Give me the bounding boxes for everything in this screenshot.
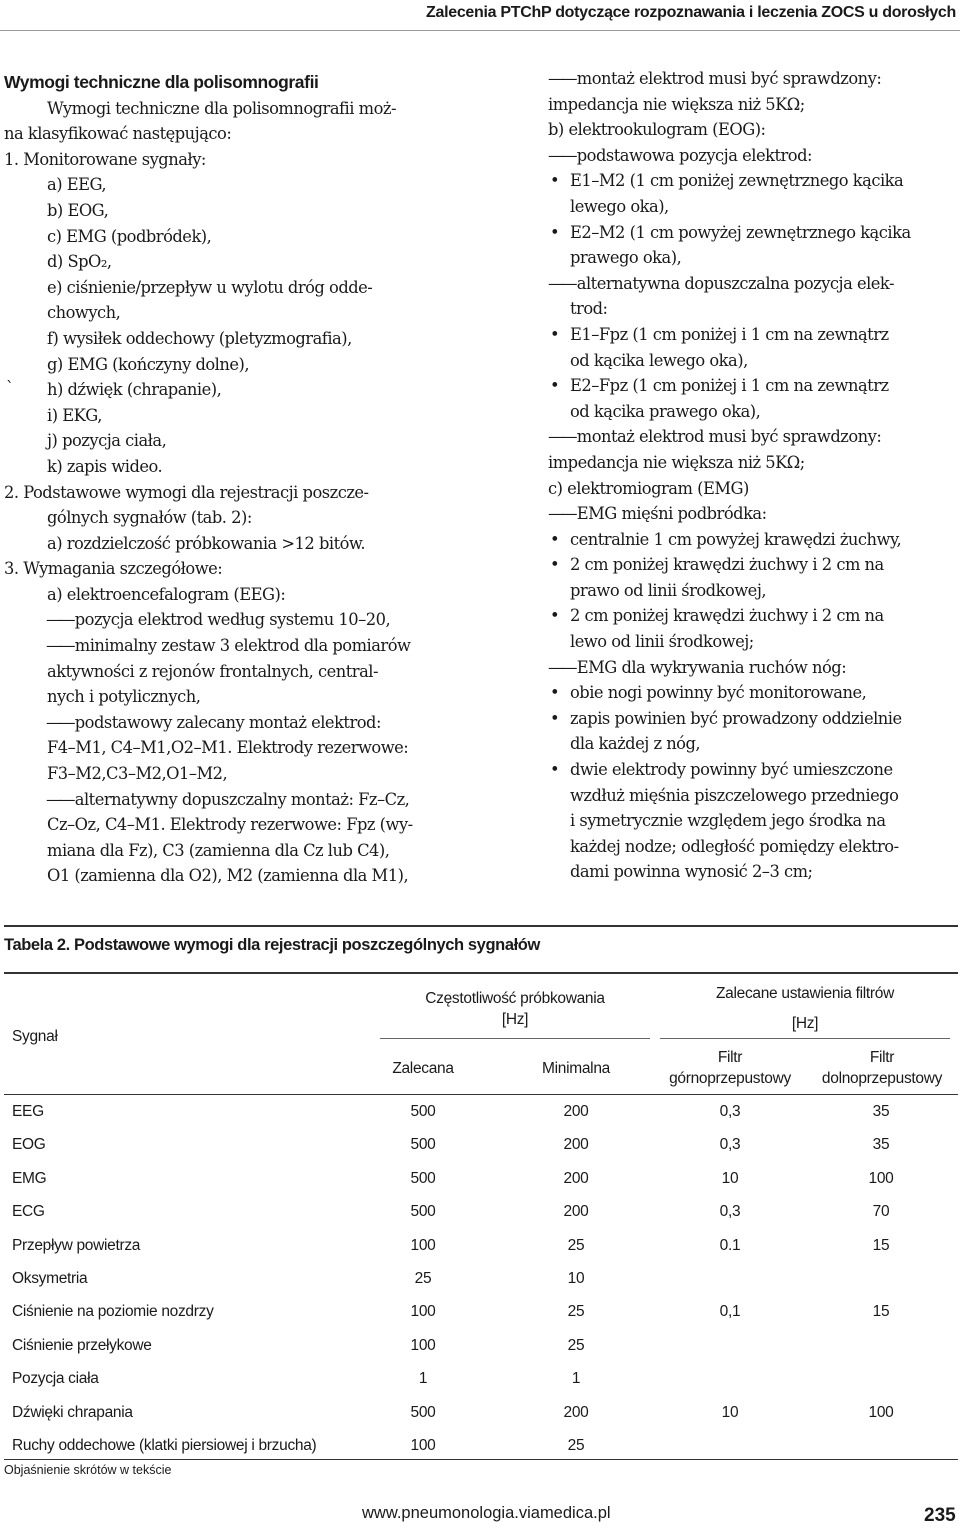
value-cell: 10 <box>721 1403 739 1421</box>
value-cell: 1 <box>571 1370 581 1388</box>
text-line: —— podstawowa pozycja elektrod: <box>548 143 958 169</box>
value-cell: 100 <box>410 1303 436 1321</box>
value-cell: 500 <box>410 1169 436 1187</box>
value-cell: 10 <box>567 1270 585 1287</box>
text-line: 3. Wymagania szczegółowe: <box>4 559 223 579</box>
value-cell: 200 <box>563 1203 589 1221</box>
text-line: 2. Podstawowe wymogi dla rejestracji poszcze- <box>4 482 369 502</box>
col-head-minimal: Minimalna <box>542 1060 610 1077</box>
text-line: nych i potylicznych, <box>47 687 201 707</box>
text-line: wzdłuż mięśnia piszczelowego przedniego <box>570 785 899 805</box>
text-line: od kącika prawego oka), <box>570 401 761 421</box>
value-cell: 15 <box>872 1303 890 1321</box>
value-cell: 100 <box>868 1169 894 1187</box>
text-line: —— alternatywny dopuszczalny montaż: Fz–Cz, <box>4 787 464 813</box>
text-line: na klasyfikować następująco: <box>4 124 232 144</box>
text-line: każdej nodze; odległość pomiędzy elektro- <box>570 836 899 856</box>
text-line: • centralnie 1 cm powyżej krawędzi żuchwy, <box>548 527 958 553</box>
filter-subhead-rule <box>660 1038 950 1039</box>
text-line: —— EMG mięśni podbródka: <box>548 501 958 527</box>
text-line: —— montaż elektrod musi być sprawdzony: <box>548 424 958 450</box>
value-cell: 15 <box>872 1236 890 1254</box>
text-line: dla każdej z nóg, <box>570 734 701 754</box>
text-line: c) elektromiogram (EMG) <box>548 478 749 498</box>
text-line: od kącika lewego oka), <box>570 350 748 370</box>
text-line: • E2–Fpz (1 cm poniżej i 1 cm na zewnątrz <box>548 373 958 399</box>
value-cell: 100 <box>410 1236 436 1254</box>
text-line: • dwie elektrody powinny być umieszczone <box>548 757 958 783</box>
value-cell: 35 <box>872 1103 890 1120</box>
col-head-signal: Sygnał <box>12 1028 58 1045</box>
signal-name-cell: EOG <box>12 1136 46 1154</box>
text-line: F3–M2,C3–M2,O1–M2, <box>47 764 228 784</box>
value-cell: 100 <box>410 1437 436 1454</box>
table-caption: Tabela 2. Podstawowe wymogi dla rejestracji poszczególnych sygnałów <box>4 936 540 954</box>
text-line: Wymogi techniczne dla polisomnografii <box>4 72 319 92</box>
text-line: a) EEG, <box>47 175 107 195</box>
value-cell: 35 <box>872 1136 890 1154</box>
value-cell: 70 <box>872 1203 890 1221</box>
text-line: —— alternatywna dopuszczalna pozycja elek- <box>548 271 958 297</box>
text-line: k) zapis wideo. <box>47 456 163 476</box>
text-line: g) EMG (kończyny dolne), <box>47 354 250 374</box>
text-line: —— pozycja elektrod według systemu 10–20, <box>4 607 464 633</box>
table-footnote: Objaśnienie skrótów w tekście <box>4 1463 172 1477</box>
value-cell: 200 <box>563 1136 589 1154</box>
signal-name-cell: Przepływ powietrza <box>12 1236 141 1254</box>
value-cell: 500 <box>410 1203 436 1221</box>
text-line: chowych, <box>47 303 121 323</box>
col-head-recommended: Zalecana <box>392 1060 454 1077</box>
value-cell: 100 <box>410 1336 436 1354</box>
text-line: • 2 cm poniżej krawędzi żuchwy i 2 cm na <box>548 552 958 578</box>
text-line: • 2 cm poniżej krawędzi żuchwy i 2 cm na <box>548 603 958 629</box>
value-cell: 10 <box>721 1169 739 1187</box>
text-line: trod: <box>570 299 608 319</box>
text-line: j) pozycja ciała, <box>47 431 167 451</box>
value-cell: 0,3 <box>719 1103 741 1120</box>
value-cell: 0,3 <box>719 1136 741 1154</box>
value-cell: 500 <box>410 1103 436 1120</box>
value-cell: 0.1 <box>719 1236 741 1254</box>
text-line: b) elektrookulogram (EOG): <box>548 120 766 140</box>
text-line: e) ciśnienie/przepływ u wylotu dróg odde- <box>47 277 373 297</box>
value-cell: 0,1 <box>719 1303 741 1321</box>
text-line: —— minimalny zestaw 3 elektrod dla pomiarów <box>4 633 464 659</box>
signal-name-cell: Ciśnienie na poziomie nozdrzy <box>12 1303 214 1321</box>
value-cell: 25 <box>414 1270 432 1287</box>
text-line: Cz–Oz, C4–M1. Elektrody rezerwowe: Fpz (wy- <box>47 815 413 835</box>
text-line: impedancja nie większa niż 5KΩ; <box>548 452 805 472</box>
text-line: O1 (zamienna dla O2), M2 (zamienna dla M1), <box>47 866 409 886</box>
text-line: 1. Monitorowane sygnały: <box>4 149 206 169</box>
page-number: 235 <box>924 1505 956 1526</box>
text-line: c) EMG (podbródek), <box>47 226 212 246</box>
value-cell: 0,3 <box>719 1203 741 1221</box>
col-head-highpass: Filtr górnoprzepustowy <box>669 1049 791 1087</box>
text-line: • obie nogi powinny być monitorowane, <box>548 680 958 706</box>
value-cell: 25 <box>567 1437 585 1454</box>
value-cell: 1 <box>418 1370 428 1388</box>
text-line: gólnych sygnałów (tab. 2): <box>47 508 252 528</box>
text-line: —— EMG dla wykrywania ruchów nóg: <box>548 655 958 681</box>
value-cell: 25 <box>567 1336 585 1354</box>
col-head-lowpass: Filtr dolnoprzepustowy <box>821 1049 943 1087</box>
value-cell: 200 <box>563 1103 589 1120</box>
text-line: aktywności z rejonów frontalnych, central- <box>47 661 378 681</box>
text-line: i) EKG, <box>47 405 102 425</box>
table-head-rule <box>4 1094 958 1095</box>
text-line: dami powinna wynosić 2–3 cm; <box>570 862 813 882</box>
text-line: —— podstawowy zalecany montaż elektrod: <box>4 710 464 736</box>
text-line: • E2–M2 (1 cm powyżej zewnętrznego kącika <box>548 220 958 246</box>
value-cell: 25 <box>567 1236 585 1254</box>
signal-name-cell: Pozycja ciała <box>12 1370 99 1388</box>
signal-name-cell: Ciśnienie przełykowe <box>12 1336 152 1354</box>
text-line: lewego oka), <box>570 196 669 216</box>
journal-url[interactable]: www.pneumonologia.viamedica.pl <box>362 1504 611 1522</box>
text-line: —— montaż elektrod musi być sprawdzony: <box>548 66 958 92</box>
col-head-filters: Zalecane ustawienia filtrów [Hz] <box>716 985 894 1032</box>
text-line: a) rozdzielczość próbkowania >12 bitów. <box>47 533 366 553</box>
value-cell: 500 <box>410 1136 436 1154</box>
value-cell: 200 <box>563 1403 589 1421</box>
signal-name-cell: Dźwięki chrapania <box>12 1403 133 1421</box>
text-line: miana dla Fz), C3 (zamienna dla Cz lub C4), <box>47 840 390 860</box>
signal-name-cell: EEG <box>12 1103 44 1120</box>
signal-name-cell: Oksymetria <box>12 1270 88 1287</box>
text-line: prawo od linii środkowej, <box>570 580 767 600</box>
text-line: d) SpO₂, <box>47 252 112 272</box>
text-line: f) wysiłek oddechowy (pletyzmografia), <box>47 328 352 348</box>
text-line: h) dźwięk (chrapanie), <box>47 380 222 400</box>
signal-name-cell: ECG <box>12 1203 45 1221</box>
running-title: Zalecenia PTChP dotyczące rozpoznawania i leczenia ZOCS u dorosłych <box>426 4 956 21</box>
table-bottom-rule <box>4 1459 958 1460</box>
text-line: Wymogi techniczne dla polisomnografii moż- <box>47 98 396 118</box>
value-cell: 100 <box>868 1403 894 1421</box>
text-line: a) elektroencefalogram (EEG): <box>47 584 286 604</box>
stray-mark: ` <box>6 378 14 397</box>
freq-subhead-rule <box>380 1038 650 1039</box>
text-line: b) EOG, <box>47 200 109 220</box>
col-head-frequency: Częstotliwość próbkowania [Hz] <box>425 990 605 1028</box>
signal-name-cell: EMG <box>12 1169 47 1187</box>
text-line: • zapis powinien być prowadzony oddzielnie <box>548 706 958 732</box>
value-cell: 25 <box>567 1303 585 1321</box>
text-line: F4–M1, C4–M1,O2–M1. Elektrody rezerwowe: <box>47 738 409 758</box>
signal-name-cell: Ruchy oddechowe (klatki piersiowej i brzucha) <box>12 1437 317 1454</box>
text-line: lewo od linii środkowej; <box>570 632 754 652</box>
text-line: • E1–M2 (1 cm poniżej zewnętrznego kącika <box>548 168 958 194</box>
value-cell: 200 <box>563 1169 589 1187</box>
value-cell: 500 <box>410 1403 436 1421</box>
text-line: i symetrycznie względem jego środka na <box>570 811 886 831</box>
text-line: • E1–Fpz (1 cm poniżej i 1 cm na zewnątrz <box>548 322 958 348</box>
text-line: prawego oka), <box>570 248 682 268</box>
text-line: impedancja nie większa niż 5KΩ; <box>548 94 805 114</box>
